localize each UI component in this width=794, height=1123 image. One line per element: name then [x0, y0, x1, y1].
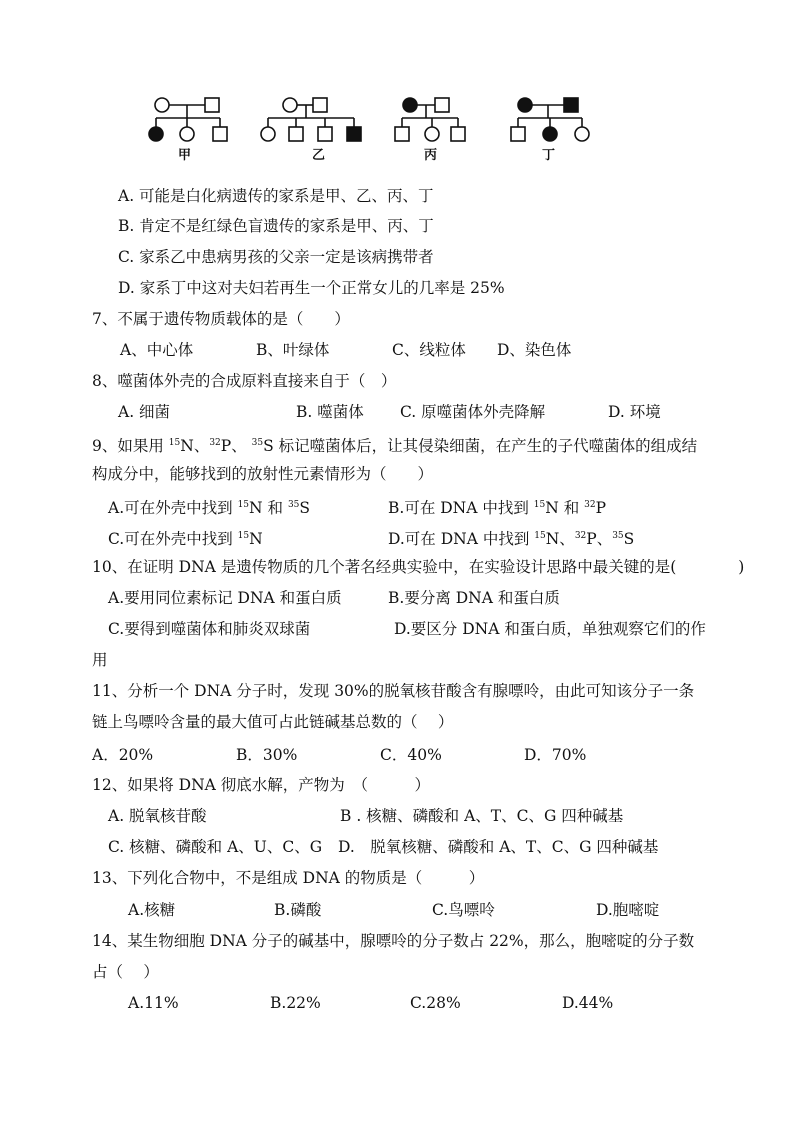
- q9-option-b: B.可在 DNA 中找到 $^{15}$N 和 $^{32}$P: [388, 499, 607, 517]
- q9-stem-line2: 构成分中，能够找到的放射性元素情形为（ ）: [92, 465, 434, 483]
- q10-option-c: C.要得到噬菌体和肺炎双球菌: [108, 620, 311, 638]
- q14-option-b: B.22%: [270, 994, 321, 1012]
- q11-option-c: C．40%: [380, 746, 442, 764]
- q6-option-d: D. 家系丁中这对夫妇若再生一个正常女儿的几率是 25%: [118, 279, 505, 297]
- q7-option-c: C、线粒体: [392, 341, 466, 359]
- q9-option-a: A.可在外壳中找到 $^{15}$N 和 $^{35}$S: [108, 499, 311, 517]
- q14-option-d: D.44%: [562, 994, 614, 1012]
- q13-option-d: D.胞嘧啶: [596, 901, 660, 919]
- pedigree-diagrams: [140, 96, 600, 146]
- q10-option-d: D.要区分 DNA 和蛋白质，单独观察它们的作: [394, 620, 706, 638]
- q12-stem: 12、如果将 DNA 彻底水解，产物为 （ ）: [92, 776, 431, 794]
- q13-option-a: A.核糖: [128, 901, 176, 919]
- pedigree-label-jia: 甲: [178, 148, 192, 163]
- q6-option-a: A. 可能是白化病遗传的家系是甲、乙、丙、丁: [118, 187, 434, 205]
- q10-stem: 10、在证明 DNA 是遗传物质的几个著名经典实验中，在实验设计思路中最关键的是( ): [92, 558, 745, 576]
- q7-option-a: A、中心体: [120, 341, 194, 359]
- q12-option-b: B . 核糖、磷酸和 A、T、C、G 四种碱基: [340, 807, 624, 825]
- q11-stem-line2: 链上鸟嘌呤含量的最大值可占此链碱基总数的（ ）: [92, 713, 454, 731]
- q13-option-c: C.鸟嘌呤: [432, 901, 495, 919]
- q10-option-d-wrap: 用: [92, 651, 108, 669]
- q11-option-d: D．70%: [524, 746, 587, 764]
- q8-option-b: B. 噬菌体: [296, 403, 364, 421]
- pedigree-ding: [511, 98, 589, 141]
- q7-option-b: B、叶绿体: [256, 341, 330, 359]
- q11-stem-line1: 11、分析一个 DNA 分子时，发现 30%的脱氧核苷酸含有腺嘌呤，由此可知该分子一条: [92, 682, 695, 700]
- q6-option-c: C. 家系乙中患病男孩的父亲一定是该病携带者: [118, 248, 434, 266]
- q11-option-a: A．20%: [92, 746, 154, 764]
- q6-option-b: B. 肯定不是红绿色盲遗传的家系是甲、丙、丁: [118, 217, 434, 235]
- q14-stem-line1: 14、某生物细胞 DNA 分子的碱基中，腺嘌呤的分子数占 22%，那么，胞嘧啶的分子数: [92, 932, 695, 950]
- q8-stem: 8、噬菌体外壳的合成原料直接来自于（ ）: [92, 372, 397, 390]
- q11-option-b: B．30%: [236, 746, 298, 764]
- q9-option-c: C.可在外壳中找到 $^{15}$N: [108, 530, 263, 548]
- q9-stem-line1: 9、如果用 $^{15}$N、$^{32}$P、 $^{35}$S 标记噬菌体后，让其侵染细菌，在产生的子代噬菌体的组成结: [92, 437, 698, 455]
- q8-option-c: C. 原噬菌体外壳降解: [400, 403, 546, 421]
- q14-stem-line2: 占（ ）: [92, 963, 159, 981]
- q14-option-c: C.28%: [410, 994, 461, 1012]
- q14-option-a: A.11%: [128, 994, 179, 1012]
- pedigree-bing: [395, 98, 465, 141]
- pedigree-label-yi: 乙: [312, 148, 326, 163]
- q8-option-d: D. 环境: [608, 403, 661, 421]
- q9-option-d: D.可在 DNA 中找到 $^{15}$N、$^{32}$P、$^{35}$S: [388, 530, 635, 548]
- q7-stem: 7、不属于遗传物质载体的是（ ）: [92, 310, 350, 328]
- pedigree-label-bing: 丙: [424, 148, 438, 163]
- q13-option-b: B.磷酸: [274, 901, 322, 919]
- pedigree-yi: [261, 98, 361, 141]
- q10-option-a: A.要用同位素标记 DNA 和蛋白质: [108, 589, 342, 607]
- q7-option-d: D、染色体: [497, 341, 572, 359]
- pedigree-jia: [149, 98, 227, 141]
- q13-stem: 13、下列化合物中，不是组成 DNA 的物质是（ ）: [92, 869, 485, 887]
- q12-option-c: C. 核糖、磷酸和 A、U、C、G: [108, 838, 323, 856]
- pedigree-figure: [140, 96, 600, 168]
- q10-option-b: B.要分离 DNA 和蛋白质: [388, 589, 560, 607]
- q12-option-a: A. 脱氧核苷酸: [108, 807, 207, 825]
- pedigree-label-ding: 丁: [542, 148, 556, 163]
- q8-option-a: A. 细菌: [118, 403, 171, 421]
- q12-option-d: D. 脱氧核糖、磷酸和 A、T、C、G 四种碱基: [338, 838, 659, 856]
